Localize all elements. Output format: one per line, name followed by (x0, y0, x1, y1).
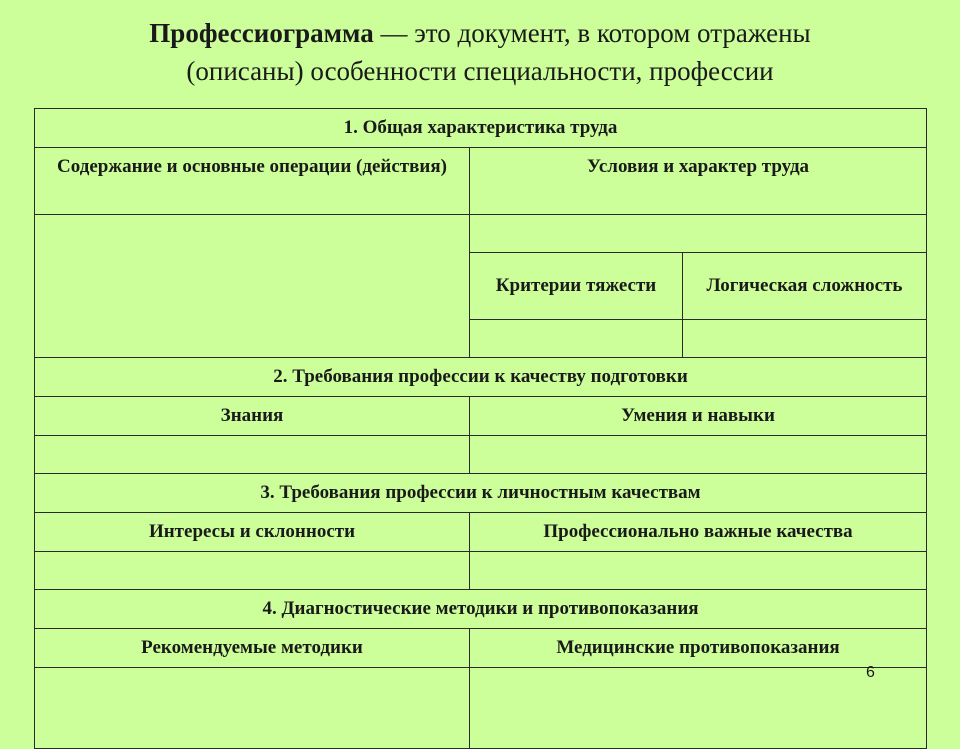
section-1-sub-right-header: Логическая сложность (683, 253, 927, 320)
table-row (35, 552, 927, 590)
section-2-left-empty-cell (35, 436, 470, 474)
table-row (35, 436, 927, 474)
section-4-left-header: Рекомендуемые методики (35, 629, 470, 668)
section-4-heading: 4. Диагностические методики и противопоказания (35, 590, 927, 629)
title-definition: — это документ, в котором отражены (373, 18, 811, 48)
table-row (35, 148, 927, 215)
section-1-left-header: Содержание и основные операции (действия) (35, 148, 470, 215)
section-2-right-empty-cell (470, 436, 927, 474)
table-row (35, 668, 927, 749)
section-3-right-empty-cell (470, 552, 927, 590)
title-definition-line2: (описаны) особенности специальности, профессии (186, 56, 774, 86)
section-1-sub-right-empty-cell (683, 320, 927, 358)
page-number: 6 (866, 664, 875, 681)
table-row (35, 629, 927, 668)
section-2-right-header: Умения и навыки (470, 397, 927, 436)
section-3-left-empty-cell (35, 552, 470, 590)
section-1-left-empty-cell (35, 215, 470, 358)
section-2-left-header: Знания (35, 397, 470, 436)
section-4-right-empty-cell (470, 668, 927, 749)
section-3-heading: 3. Требования профессии к личностным качествам (35, 474, 927, 513)
page-title (0, 14, 960, 90)
section-1-sub-left-empty-cell (470, 320, 683, 358)
table-row (35, 109, 927, 148)
section-4-left-empty-cell (35, 668, 470, 749)
table-row (35, 215, 927, 253)
professiogram-table (34, 108, 927, 749)
table-row (35, 590, 927, 629)
section-1-heading: 1. Общая характеристика труда (35, 109, 927, 148)
section-3-left-header: Интересы и склонности (35, 513, 470, 552)
table-row (35, 397, 927, 436)
section-1-right-empty-cell (470, 215, 927, 253)
section-4-right-header: Медицинские противопоказания (470, 629, 927, 668)
section-2-heading: 2. Требования профессии к качеству подготовки (35, 358, 927, 397)
section-1-sub-left-header: Критерии тяжести (470, 253, 683, 320)
title-term: Профессиограмма (149, 18, 374, 48)
table-row (35, 474, 927, 513)
section-3-right-header: Профессионально важные качества (470, 513, 927, 552)
table-row (35, 513, 927, 552)
section-1-right-header: Условия и характер труда (470, 148, 927, 215)
table-row (35, 358, 927, 397)
